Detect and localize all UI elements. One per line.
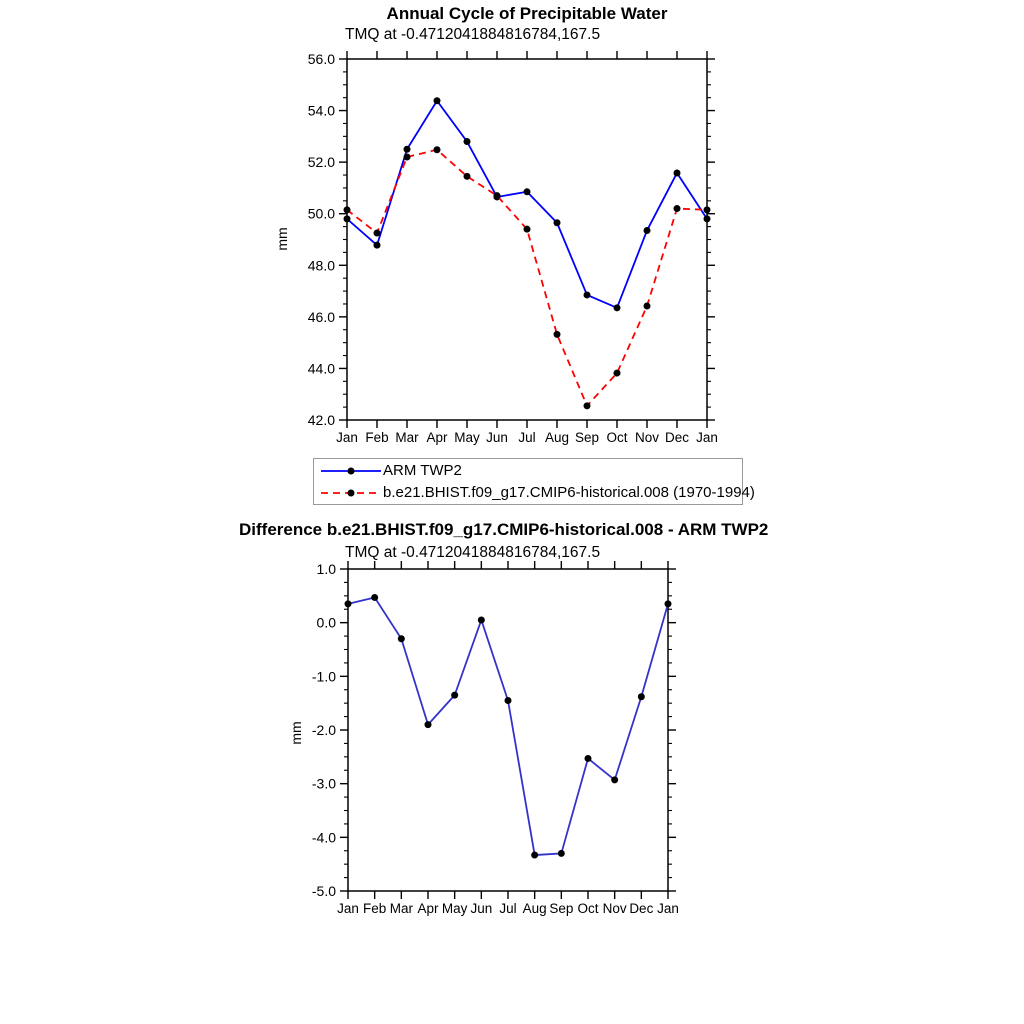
chart1-y-axis-label: mm [274,227,290,251]
data-point-marker [374,242,381,249]
data-point-marker [614,304,621,311]
data-point-marker [554,331,561,338]
y-tick-label: -4.0 [311,829,336,846]
y-tick-label: 56.0 [307,51,335,67]
x-tick-label: Sep [549,901,574,916]
x-tick-label: Oct [606,430,628,445]
data-point-marker [554,219,561,226]
x-tick-label: Oct [577,901,599,916]
data-point-marker [478,616,485,623]
data-point-marker [464,173,471,180]
data-point-marker [644,227,651,234]
x-tick-label: Jul [499,901,517,916]
y-tick-label: 52.0 [307,154,335,171]
data-point-marker [464,138,471,145]
data-point-marker [704,206,711,213]
data-point-marker [531,852,538,859]
legend-item-model [320,482,755,504]
data-point-marker [665,600,672,607]
x-tick-label: Nov [602,901,627,916]
x-tick-label: Jan [336,430,358,445]
x-tick-label: Dec [664,430,690,445]
y-tick-label: 0.0 [316,614,336,631]
data-point-marker [371,594,378,601]
data-point-marker [345,600,352,607]
x-tick-label: Aug [544,430,570,445]
data-point-marker [505,697,512,704]
x-tick-label: Mar [389,901,413,916]
y-tick-label: 44.0 [307,360,335,377]
x-tick-label: Jun [470,901,493,916]
y-tick-label: -5.0 [311,883,336,899]
plot-frame [347,59,707,420]
y-tick-label: 42.0 [307,412,335,428]
x-tick-label: Jan [337,901,359,916]
legend-box [313,458,755,505]
data-point-marker [584,291,591,298]
data-point-marker [434,97,441,104]
x-tick-label: Feb [365,430,389,445]
data-point-marker [614,370,621,377]
x-tick-label: May [454,430,480,445]
data-point-marker [585,755,592,762]
data-point-marker [404,146,411,153]
y-tick-label: 1.0 [316,561,336,577]
legend-label-model: b.e21.BHIST.f09_g17.CMIP6-historical.008 (1970-1994) [383,484,755,501]
series-line-difference [348,597,668,855]
data-point-marker [558,850,565,857]
data-point-marker [344,215,351,222]
y-tick-label: -1.0 [311,668,336,685]
data-point-marker [674,205,681,212]
legend-label-obs: ARM TWP2 [383,462,462,479]
data-point-marker [704,215,711,222]
x-tick-label: Apr [426,430,448,445]
data-point-marker [584,402,591,409]
data-point-marker [524,226,531,233]
x-tick-label: Jun [486,430,508,445]
x-tick-label: Nov [634,430,660,445]
x-tick-label: Jan [696,430,718,445]
x-tick-label: May [441,901,468,916]
series-line-arm-twp2 [347,101,707,308]
y-tick-label: 54.0 [307,102,335,119]
x-tick-label: Jul [518,430,536,445]
data-point-marker [524,188,531,195]
chart2-subtitle: TMQ at -0.4712041884816784,167.5 [345,544,601,561]
y-tick-label: -3.0 [311,775,336,792]
x-tick-label: Sep [574,430,600,445]
chart1-title: Annual Cycle of Precipitable Water [386,4,668,23]
data-point-marker [611,776,618,783]
x-tick-label: Dec [629,901,654,916]
data-point-marker [404,153,411,160]
y-tick-label: 48.0 [307,257,335,274]
y-tick-label: -2.0 [311,722,336,738]
x-tick-label: Jan [657,901,679,916]
data-point-marker [344,206,351,213]
x-tick-label: Mar [395,430,419,445]
data-point-marker [638,693,645,700]
data-point-marker [451,692,458,699]
data-point-marker [398,635,405,642]
chart2-title: Difference b.e21.BHIST.f09_g17.CMIP6-historical.008 - ARM TWP2 [239,520,769,539]
data-point-marker [425,721,432,728]
legend-obs-line-icon [320,465,382,477]
x-tick-label: Aug [522,901,547,916]
chart2-y-axis-label: mm [288,721,304,745]
x-tick-label: Apr [417,901,439,916]
x-tick-label: Feb [363,901,387,916]
legend-item-obs [320,460,742,482]
data-point-marker [434,146,441,153]
y-tick-label: 46.0 [307,308,335,325]
series-line-b-e21-bhist-f09-g17-cmip6-historical-008-1970-1994- [347,150,707,406]
data-point-marker [374,230,381,237]
y-tick-label: 50.0 [307,205,335,222]
chart1-subtitle: TMQ at -0.4712041884816784,167.5 [345,26,601,43]
legend-model-line-icon [320,487,382,499]
plot-frame [348,569,668,891]
data-point-marker [674,169,681,176]
data-point-marker [494,192,501,199]
data-point-marker [644,303,651,310]
